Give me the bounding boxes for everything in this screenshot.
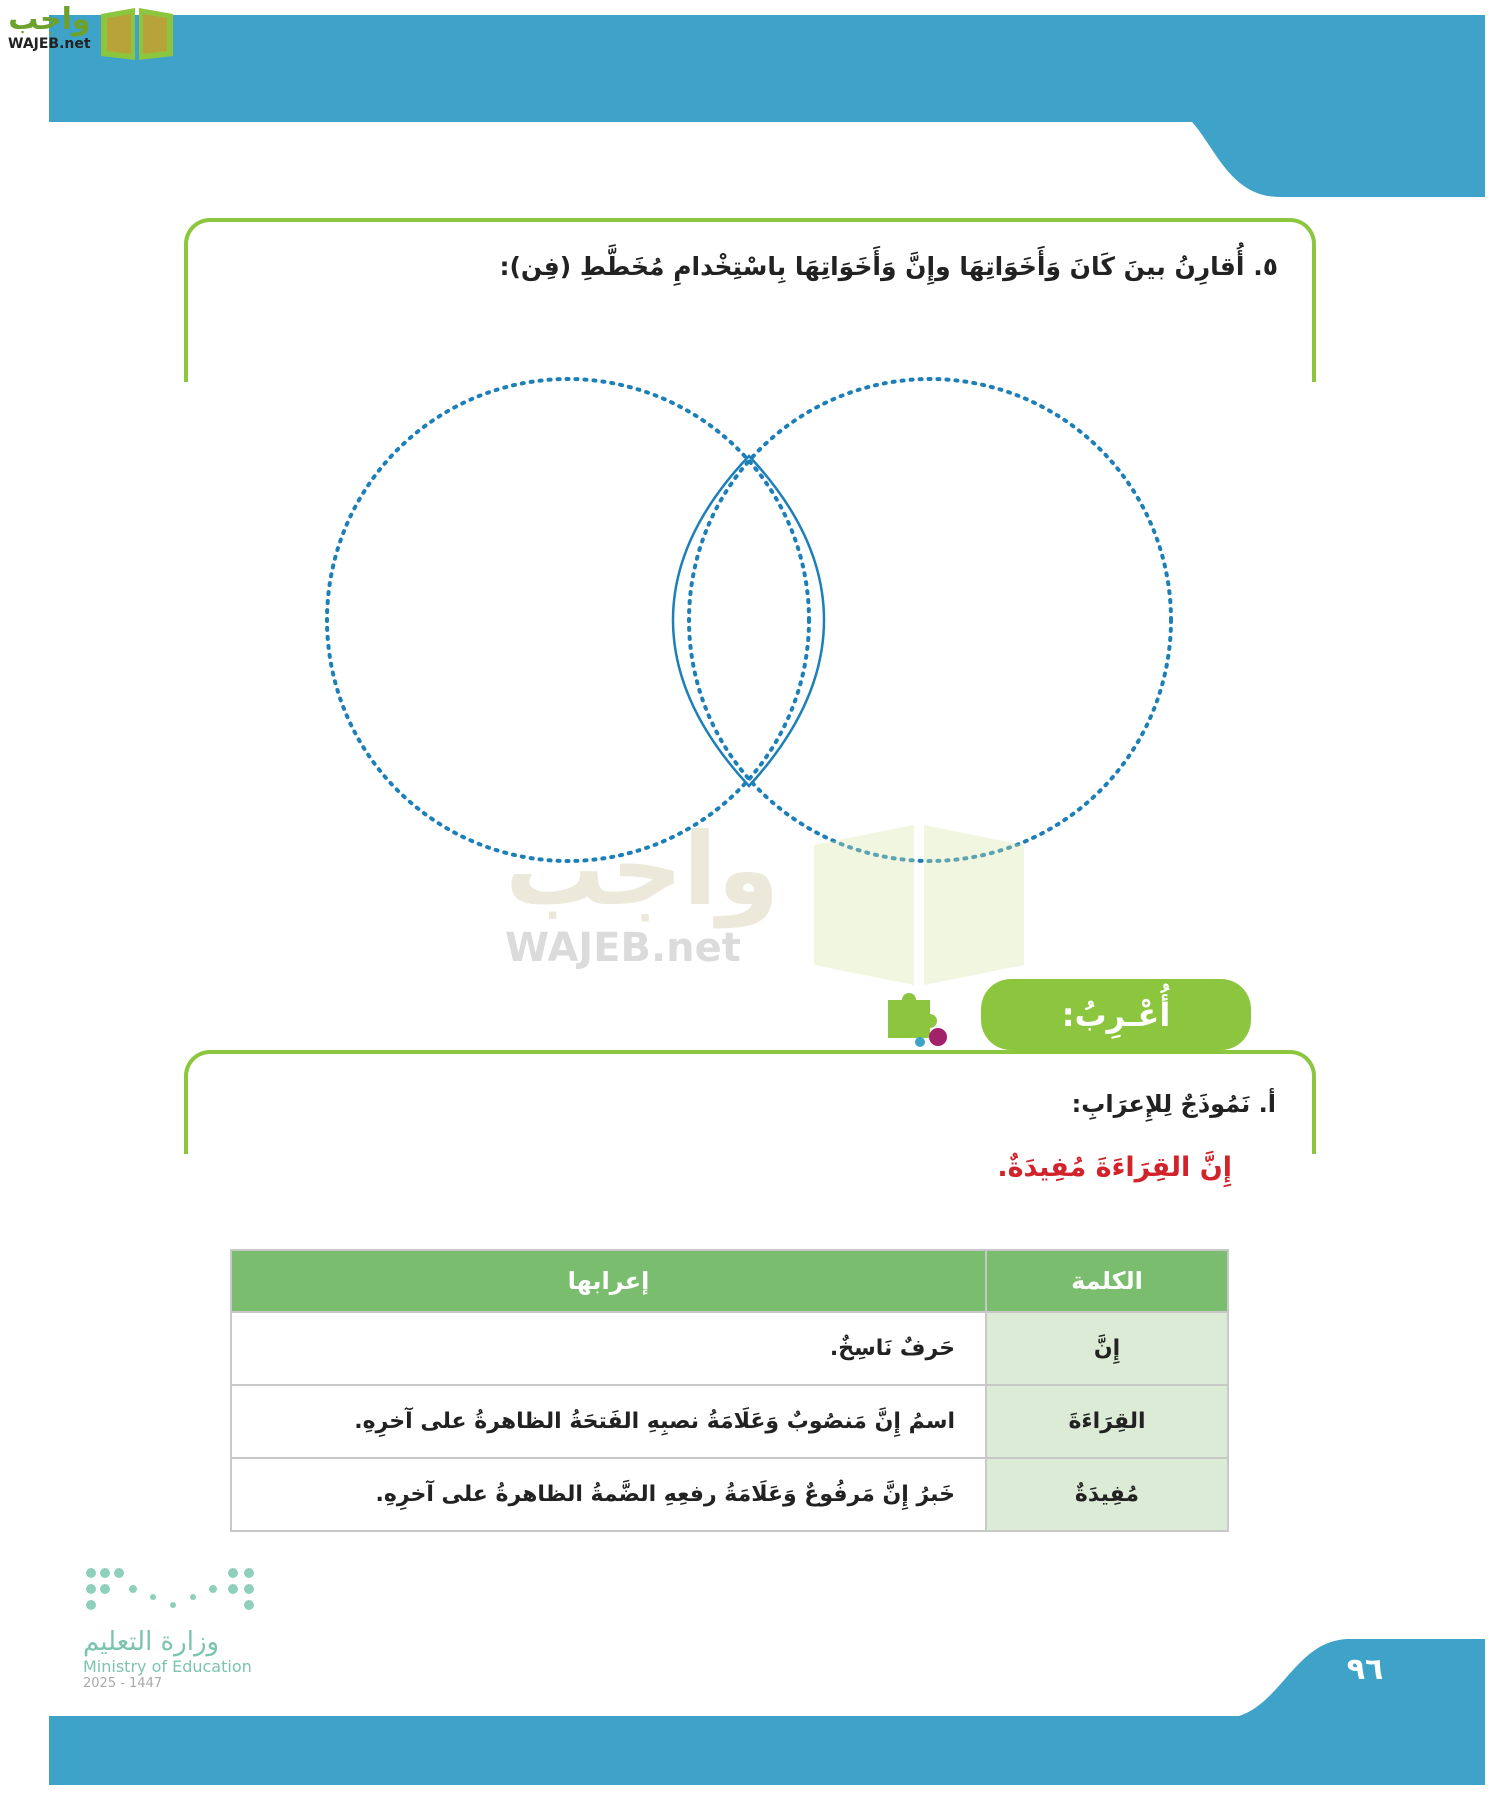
bottom-band	[49, 1716, 1485, 1785]
cell-word: مُفِيدَةٌ	[986, 1458, 1228, 1531]
header-parsing: إعرابها	[231, 1250, 986, 1312]
banner-curve	[1150, 100, 1485, 197]
cell-parsing: اسمُ إِنَّ مَنصُوبٌ وَعَلَامَةُ نصبِهِ الفَتحَةُ الظاهرةُ على آخرِهِ.	[231, 1385, 986, 1458]
cell-word: إِنَّ	[986, 1312, 1228, 1385]
venn-right-circle[interactable]	[689, 379, 1171, 861]
venn-left-circle[interactable]	[327, 379, 809, 861]
table-row	[231, 1312, 1228, 1385]
example-label: أ. نَمُوذَجٌ لِلإِعرَابِ:	[1071, 1090, 1276, 1118]
puzzle-icon	[880, 985, 950, 1050]
book-icon	[97, 4, 177, 64]
question-text: ٥. أُقارِنُ بينَ كَانَ وَأَخَوَاتِهَا وإِنَّ وَأَخَوَاتِهَا بِاسْتِخْدامِ مُخَطَّطِ (فِن):	[499, 252, 1278, 281]
header-word: الكلمة	[986, 1250, 1228, 1312]
cell-word: القِرَاءَةَ	[986, 1385, 1228, 1458]
ministry-logo: وزارة التعليم Ministry of Education 2025 - 1447	[83, 1563, 273, 1691]
table-row	[231, 1458, 1228, 1531]
venn-intersection[interactable]	[673, 456, 824, 786]
question-box	[184, 218, 1316, 382]
page-number: ٩٦	[1346, 1652, 1384, 1687]
section-tab-parse: أُعْـرِبُ:	[981, 979, 1251, 1050]
table-row	[231, 1385, 1228, 1458]
cell-parsing: حَرفٌ نَاسِخٌ.	[231, 1312, 986, 1385]
example-sentence: إِنَّ القِرَاءَةَ مُفِيدَةٌ.	[997, 1152, 1232, 1183]
cell-parsing: خَبرُ إِنَّ مَرفُوعٌ وَعَلَامَةُ رفعِهِ الضَّمةُ الظاهرةُ على آخرِهِ.	[231, 1458, 986, 1531]
wajeb-watermark: واجب WAJEB.net	[505, 815, 1029, 985]
wajeb-logo: واجب WAJEB.net	[8, 4, 177, 64]
parsing-table	[230, 1249, 1229, 1532]
ministry-dots-icon	[83, 1563, 263, 1623]
venn-diagram	[300, 360, 1200, 880]
